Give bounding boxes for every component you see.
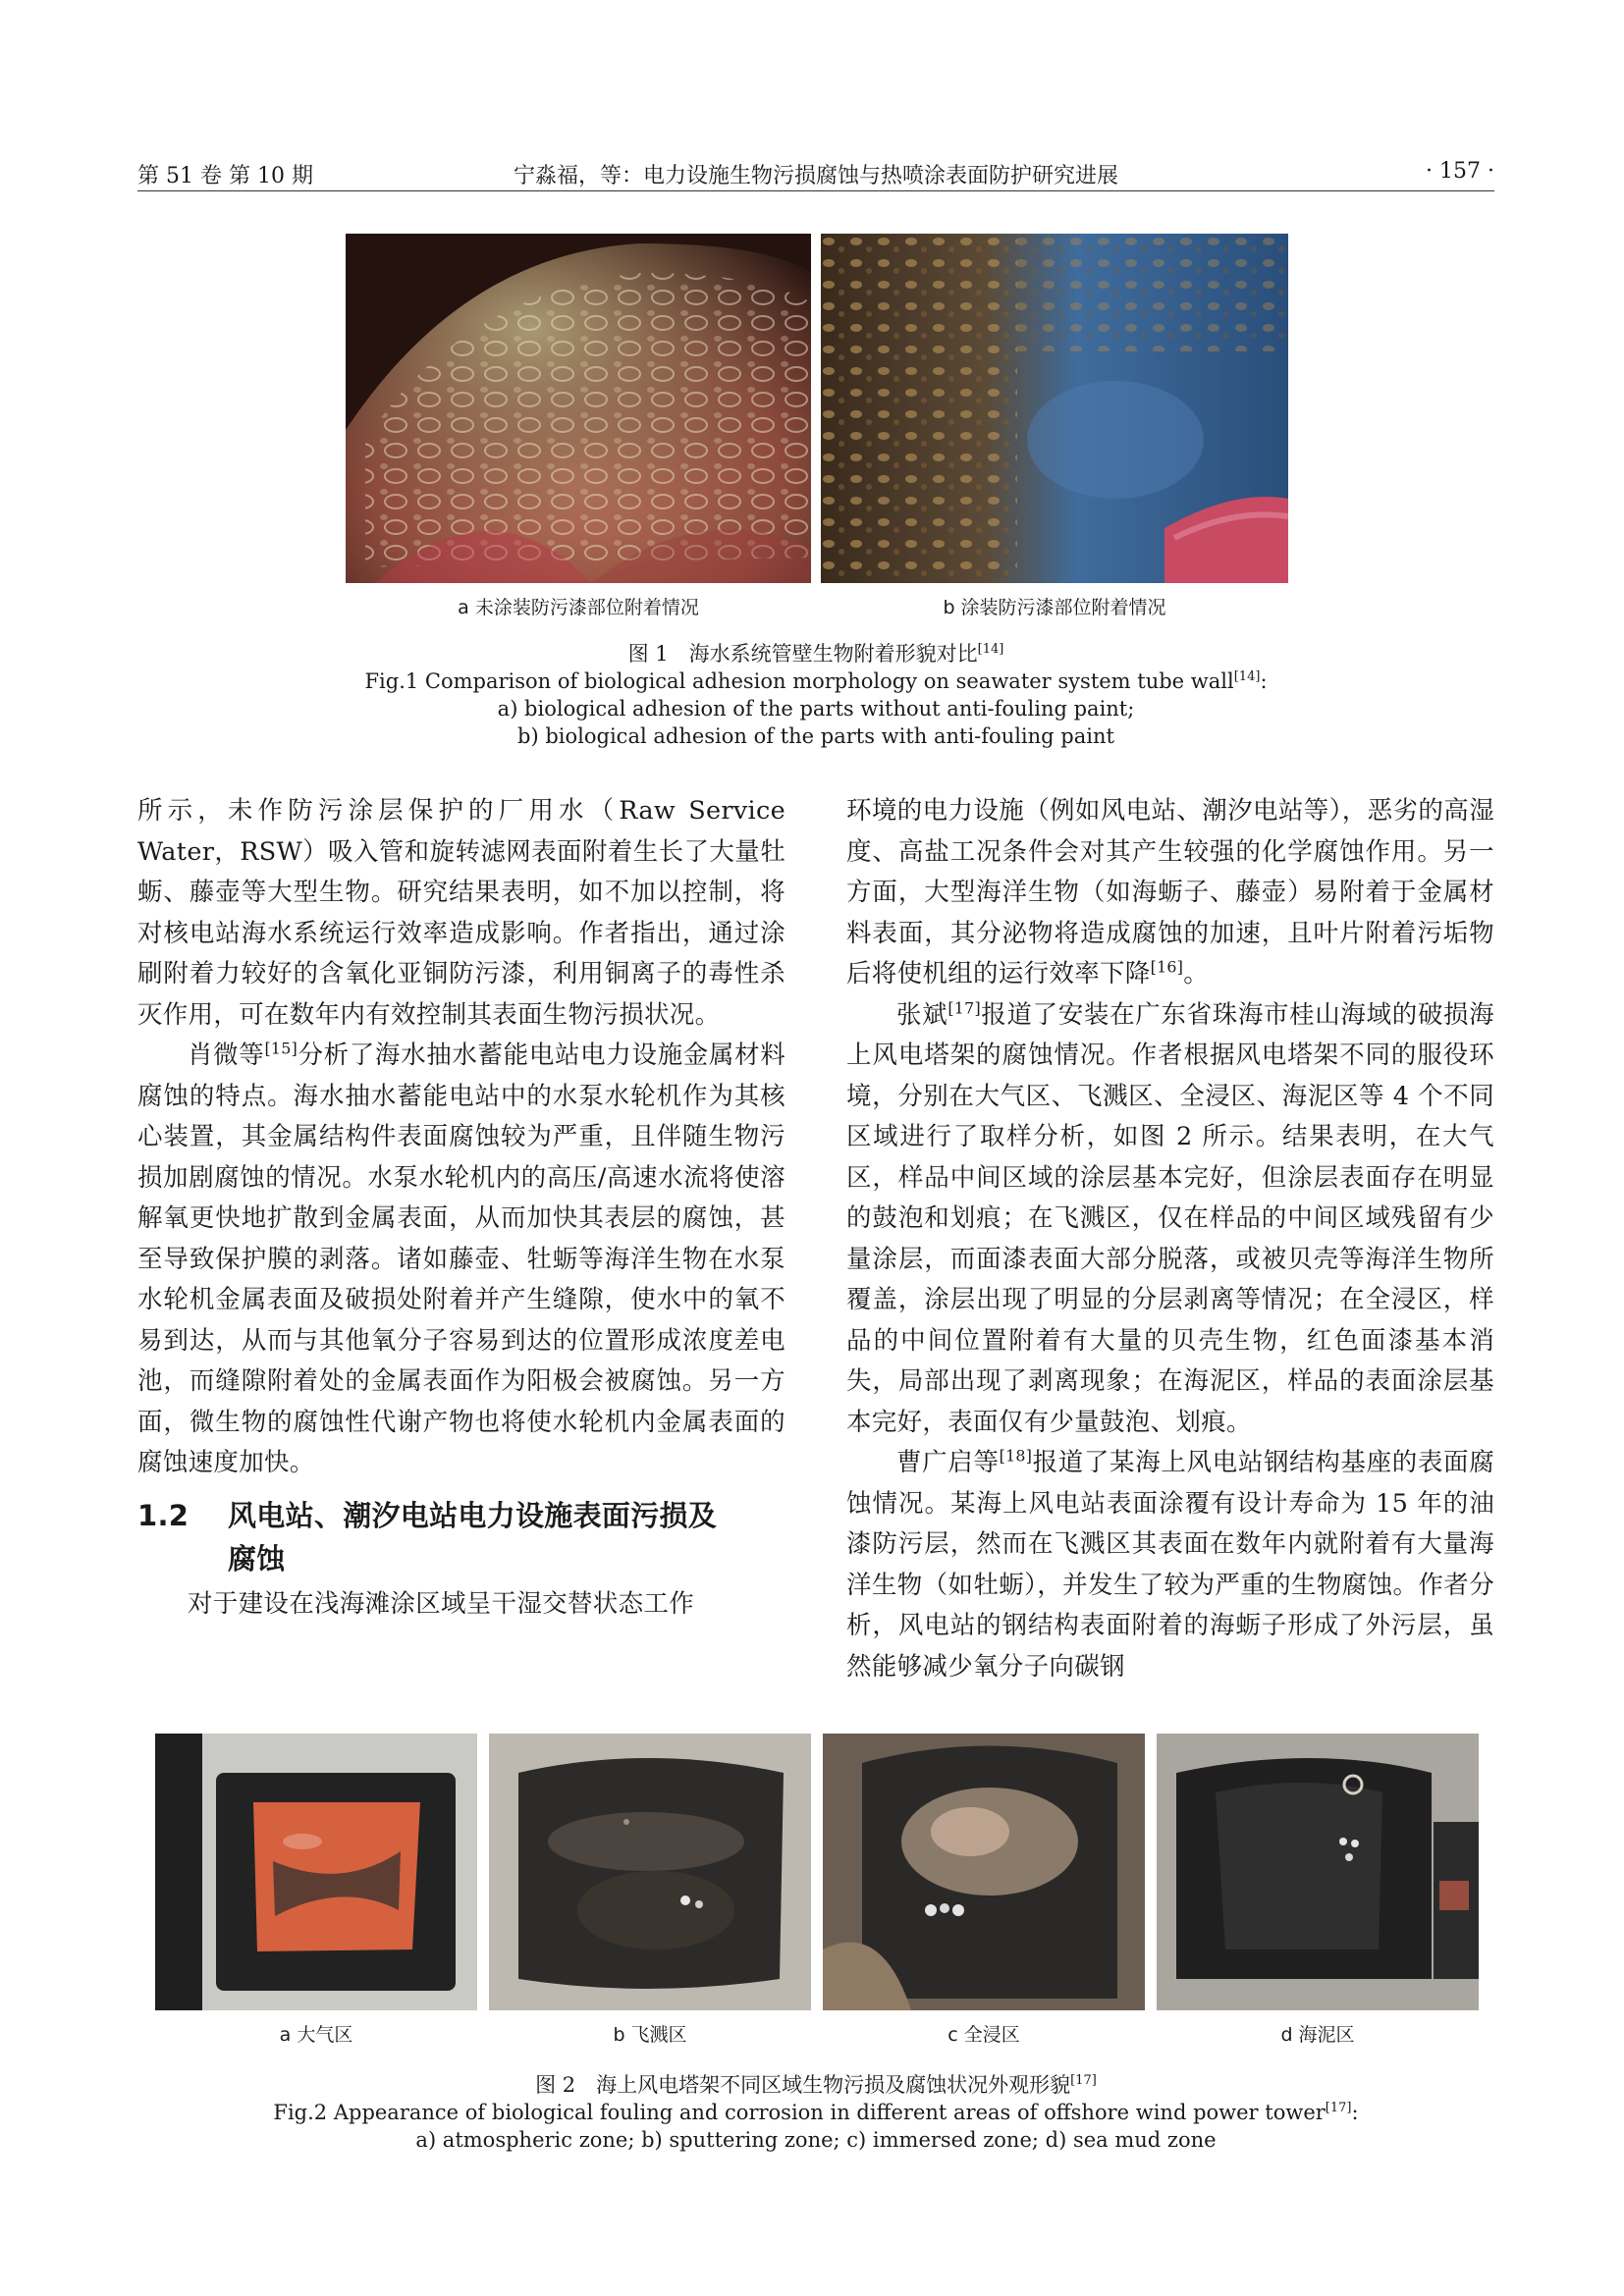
figure1-caption-en-line3: b) biological adhesion of the parts with anti-fouling paint xyxy=(517,724,1114,748)
figure2-panel-b-label: b 飞溅区 xyxy=(613,2024,687,2046)
figure2-photo-a-atmospheric xyxy=(155,1734,477,2010)
figure2-panel-d-label: d 海泥区 xyxy=(1280,2024,1355,2046)
section-heading-1-2 xyxy=(137,1494,785,1580)
figure2-photo-a-graphic xyxy=(155,1734,477,2010)
figure2-photo-c-graphic xyxy=(823,1734,1145,2010)
figure1-panel-b-label: b 涂装防污漆部位附着情况 xyxy=(943,597,1166,618)
figure1-caption-en-line2: a) biological adhesion of the parts without anti-fouling paint; xyxy=(497,697,1135,721)
figure2-panel-c-label: c 全浸区 xyxy=(947,2024,1020,2046)
figure1-caption xyxy=(137,640,1494,750)
section-title-line2: 腐蚀 xyxy=(228,1541,286,1575)
right-paragraph-2: 张斌[17]报道了安装在广东省珠海市桂山海域的破损海上风电塔架的腐蚀情况。作者根据风电塔架不同的服役环境，分别在大气区、飞溅区、全浸区、海泥区等 4 个不同区域进行了取样分析，如图 2 所示。结果表明，在大气区，样品中间区域的涂层基本完好，但涂层表面存在明显的鼓泡和划痕；在飞溅区，仅在样品的中间区域残留有少量涂层，而面漆表面大部分脱落，或被贝壳等海洋生物所覆盖，涂层出现了明显的分层剥离等情况；在全浸区，样品的中间位置附着有大量的贝壳生物，红色面漆基本消失，局部出现了剥离现象；在海泥区，样品的表面涂层基本完好，表面仅有少量鼓泡、划痕。 xyxy=(846,998,1494,1437)
figure1-photo-a-graphic xyxy=(346,234,811,583)
figure1-photo-a-unpainted xyxy=(346,234,811,583)
figure1-caption-cn: 图 1 海水系统管壁生物附着形貌对比[14] xyxy=(627,642,1004,666)
figure2-photo-d-graphic xyxy=(1157,1734,1479,2010)
right-paragraph-1: 环境的电力设施（例如风电站、潮汐电站等），恶劣的高湿度、高盐工况条件会对其产生较强的化学腐蚀作用。另一方面，大型海洋生物（如海蛎子、藤壶）易附着于金属材料表面，其分泌物将造成腐蚀的加速，且叶片附着污垢物后将使机组的运行效率下降[16]。 xyxy=(846,796,1494,988)
section-title-line1: 风电站、潮汐电站电力设施表面污损及 xyxy=(228,1498,718,1532)
running-header xyxy=(137,157,1494,191)
section-number: 1.2 xyxy=(137,1498,189,1532)
figure2-photo-c-immersed xyxy=(823,1734,1145,2010)
figure1-caption-en-line1: Fig.1 Comparison of biological adhesion morphology on seawater system tube wall[14]: xyxy=(364,669,1268,693)
figure2-caption-en-line1: Fig.2 Appearance of biological fouling and corrosion in different areas of offshore wind power tower[17]: xyxy=(273,2101,1359,2124)
figure1-photo-b-graphic xyxy=(821,234,1288,583)
figure2-photo-b-splash xyxy=(489,1734,811,2010)
figure2-photo-b-graphic xyxy=(489,1734,811,2010)
left-column xyxy=(137,791,785,1625)
article-running-title: 宁淼福，等：电力设施生物污损腐蚀与热喷涂表面防护研究进展 xyxy=(513,164,1118,188)
figure1-panel-a-label: a 未涂装防污漆部位附着情况 xyxy=(458,597,699,618)
left-paragraph-3: 对于建设在浅海滩涂区域呈干湿交替状态工作 xyxy=(188,1588,695,1619)
figure2-caption-cn: 图 2 海上风电塔架不同区域生物污损及腐蚀状况外观形貌[17] xyxy=(535,2073,1097,2097)
figure2-panel-a-label: a 大气区 xyxy=(279,2024,353,2046)
figure2-caption xyxy=(137,2071,1494,2154)
figure2-photo-d-sea-mud xyxy=(1157,1734,1479,2010)
page-number: · 157 · xyxy=(1426,159,1494,184)
figure2-caption-en-line2: a) atmospheric zone; b) sputtering zone; c) immersed zone; d) sea mud zone xyxy=(415,2128,1217,2152)
journal-volume-issue: 第 51 卷 第 10 期 xyxy=(137,164,313,188)
left-paragraph-2: 肖微等[15]分析了海水抽水蓄能电站电力设施金属材料腐蚀的特点。海水抽水蓄能电站中的水泵水轮机作为其核心装置，其金属结构件表面腐蚀较为严重，且伴随生物污损加剧腐蚀的情况。水泵水轮机内的高压/高速水流将使溶解氧更快地扩散到金属表面，从而加快其表层的腐蚀，甚至导致保护膜的剥落。诸如藤壶、牡蛎等海洋生物在水泵水轮机金属表面及破损处附着并产生缝隙，使水中的氧不易到达，从而与其他氧分子容易到达的位置形成浓度差电池，而缝隙附着处的金属表面作为阳极会被腐蚀。另一方面，微生物的腐蚀性代谢产物也将使水轮机内金属表面的腐蚀速度加快。 xyxy=(137,1039,786,1477)
left-paragraph-1: 所示，未作防污涂层保护的厂用水（Raw Service Water，RSW）吸入管和旋转滤网表面附着生长了大量牡蛎、藤壶等大型生物。研究结果表明，如不加以控制，将对核电站海水系统运行效率造成影响。作者指出，通过涂刷附着力较好的含氧化亚铜防污漆，利用铜离子的毒性杀灭作用，可在数年内有效控制其表面生物污损状况。 xyxy=(137,796,785,1030)
figure1-photo-b-painted xyxy=(821,234,1288,583)
right-paragraph-3: 曹广启等[18]报道了某海上风电站钢结构基座的表面腐蚀情况。某海上风电站表面涂覆有设计寿命为 15 年的油漆防污层，然而在飞溅区其表面在数年内就附着有大量海洋生物（如牡蛎），并发生了较为严重的生物腐蚀。作者分析，风电站的钢结构表面附着的海蛎子形成了外污层，虽然能够减少氧分子向碳钢 xyxy=(846,1446,1494,1682)
right-column xyxy=(846,791,1494,1687)
